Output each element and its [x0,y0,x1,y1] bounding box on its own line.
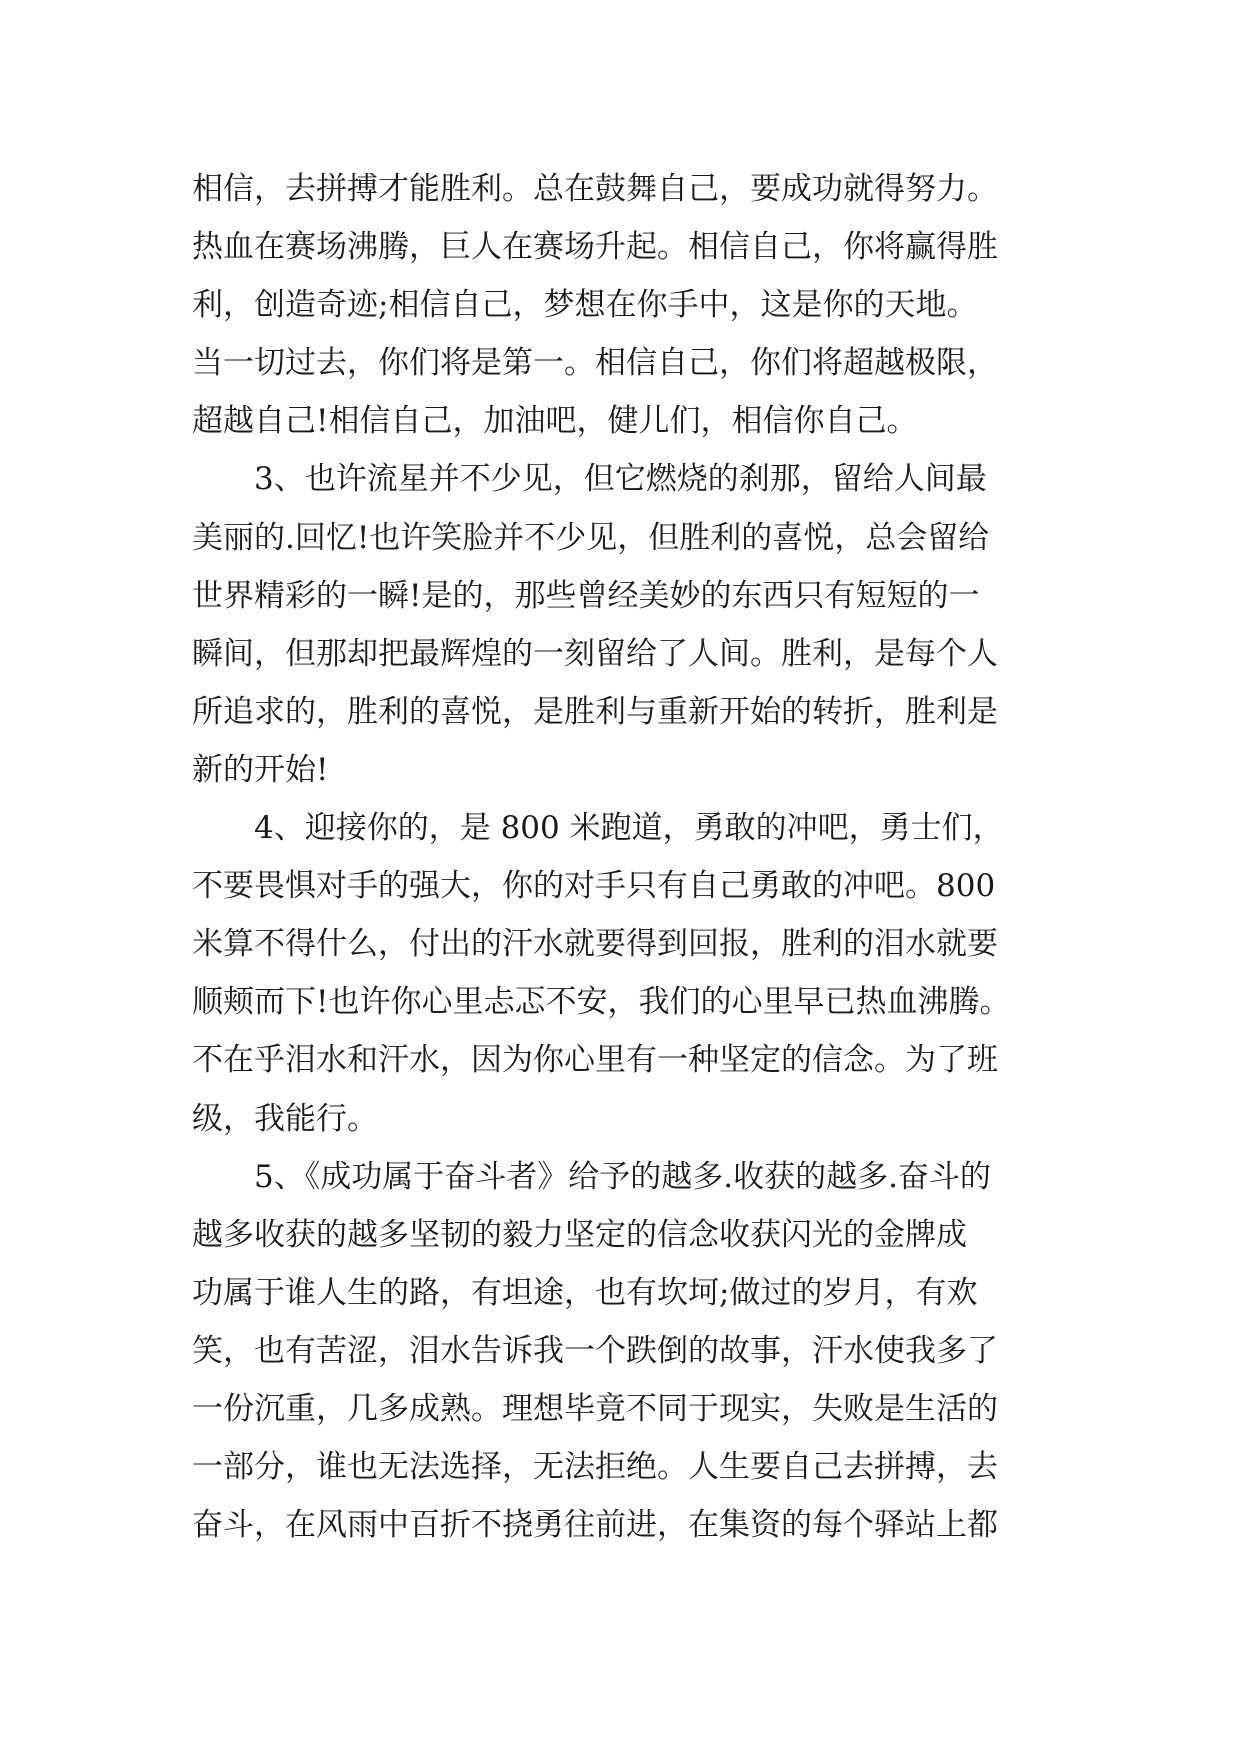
text-line: 米算不得什么，付出的汗水就要得到回报，胜利的泪水就要 [192,926,998,963]
text-line: 利，创造奇迹;相信自己，梦想在你手中，这是你的天地。 [192,287,978,324]
text-line: 热血在赛场沸腾，巨人在赛场升起。相信自己，你将赢得胜 [192,229,998,266]
text-line: 所追求的，胜利的喜悦，是胜利与重新开始的转折，胜利是 [192,693,998,730]
document-body [192,160,1072,1554]
text-line: 瞬间，但那却把最辉煌的一刻留给了人间。胜利，是每个人 [192,635,998,672]
text-line: 美丽的.回忆!也许笑脸并不少见，但胜利的喜悦，总会留给 [192,519,990,556]
text-line: 笑，也有苦涩，泪水告诉我一个跌倒的故事，汗水使我多了 [192,1332,998,1369]
text-line: 当一切过去，你们将是第一。相信自己，你们将超越极限， [192,345,998,382]
text-line: 新的开始! [192,751,329,788]
text-line: 不在乎泪水和汗水，因为你心里有一种坚定的信念。为了班 [192,1042,998,1079]
paragraph-first-line: 3、也许流星并不少见，但它燃烧的刹那，留给人间最 [254,461,987,498]
paragraph-first-line: 4、迎接你的，是 800 米跑道，勇敢的冲吧，勇士们， [254,810,1004,847]
text-line: 一部分，谁也无法选择，无法拒绝。人生要自己去拼搏，去 [192,1449,998,1486]
text-line: 奋斗，在风雨中百折不挠勇往前进，在集资的每个驿站上都 [192,1507,998,1544]
paragraph-first-line: 5、《成功属于奋斗者》给予的越多.收获的越多.奋斗的 [254,1158,991,1195]
text-line: 顺颊而下!也许你心里忐忑不安，我们的心里早已热血沸腾。 [192,984,1011,1021]
text-line: 不要畏惧对手的强大，你的对手只有自己勇敢的冲吧。800 [192,868,996,905]
text-line: 超越自己!相信自己，加油吧，健儿们，相信你自己。 [192,403,918,440]
text-line: 一份沉重，几多成熟。理想毕竟不同于现实，失败是生活的 [192,1390,998,1427]
text-line: 越多收获的越多坚韧的毅力坚定的信念收获闪光的金牌成 [192,1216,967,1253]
text-line: 功属于谁人生的路，有坦途，也有坎坷;做过的岁月，有欢 [192,1274,978,1311]
text-line: 级，我能行。 [192,1100,378,1137]
text-line: 相信，去拼搏才能胜利。总在鼓舞自己，要成功就得努力。 [192,171,998,207]
text-line: 世界精彩的一瞬!是的，那些曾经美妙的东西只有短短的一 [192,577,980,614]
